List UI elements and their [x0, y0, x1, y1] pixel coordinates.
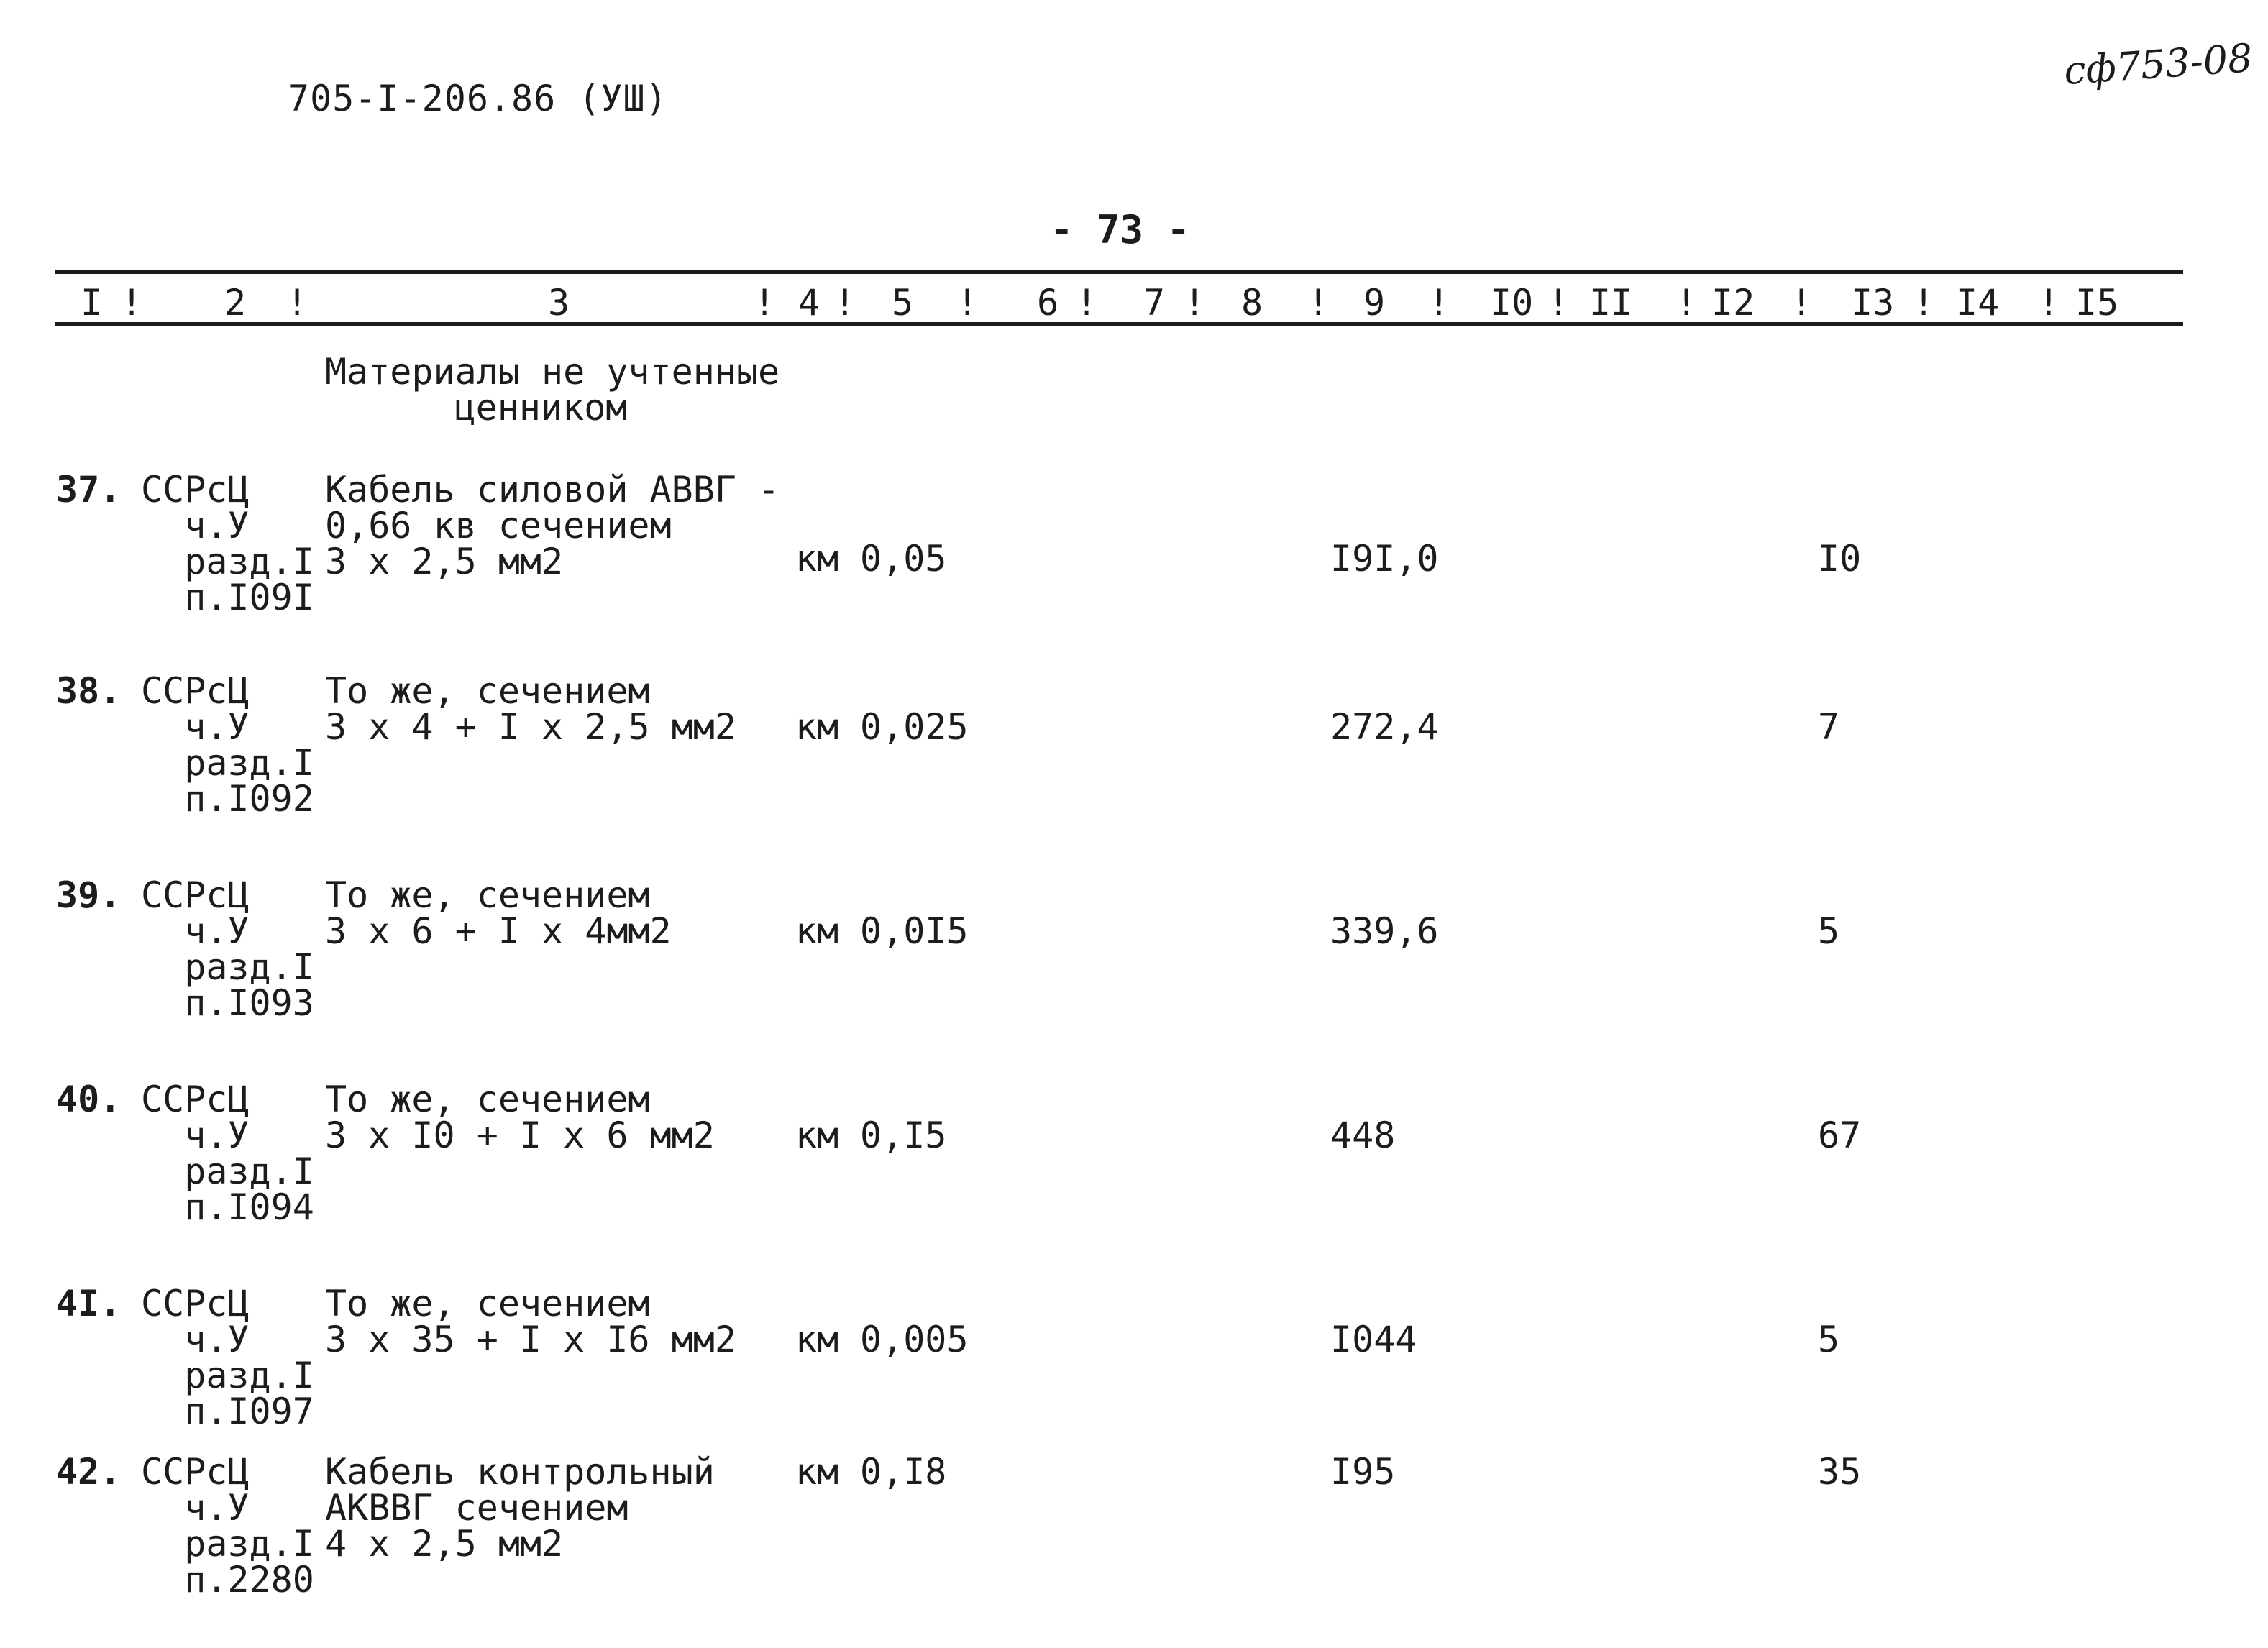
section-heading-line: ценником [454, 387, 628, 429]
ref-line: п.I094 [184, 1186, 314, 1228]
col-header-9: 9 [1363, 282, 1386, 324]
ref-line: п.2280 [184, 1559, 314, 1601]
header-top-rule [55, 270, 2183, 274]
row-reference [141, 1451, 314, 1601]
ref-line: ч.У [184, 1319, 250, 1360]
row-quantity: 0,I5 [860, 1114, 947, 1156]
desc-line: 3 х 35 + I х I6 мм2 [325, 1319, 736, 1360]
ref-line: ч.У [184, 910, 250, 952]
col-header-7: 7 [1143, 282, 1166, 324]
desc-line: То же, сечением [325, 874, 650, 916]
ref-line: ССРсЦ [141, 670, 250, 712]
row-description [325, 1451, 715, 1565]
desc-line: Кабель силовой АВВГ - [325, 469, 780, 511]
row-quantity: 0,05 [860, 538, 947, 580]
row-number: 4I. [56, 1283, 122, 1324]
col-separator: ! [1913, 282, 1935, 324]
col-header-13: I3 [1851, 282, 1895, 324]
col-header-11: II [1589, 282, 1633, 324]
row-price: 272,4 [1330, 706, 1439, 748]
col-separator: ! [834, 282, 856, 324]
col-separator: ! [1675, 282, 1698, 324]
ref-line: разд.I [184, 1355, 314, 1396]
ref-line: ч.У [184, 706, 250, 748]
col-header-8: 8 [1241, 282, 1263, 324]
row-description [325, 670, 736, 748]
page-number: - 73 - [1050, 207, 1191, 252]
ref-line: ССРсЦ [141, 1079, 250, 1120]
row-unit: км [795, 1114, 839, 1156]
row-unit: км [795, 910, 839, 952]
col-header-5: 5 [892, 282, 914, 324]
row-quantity: 0,025 [860, 706, 969, 748]
row-quantity: 0,0I5 [860, 910, 969, 952]
desc-line: То же, сечением [325, 1283, 650, 1324]
row-unit: км [795, 1451, 839, 1493]
row-unit: км [795, 706, 839, 748]
row-number: 37. [56, 469, 122, 511]
ref-line: разд.I [184, 946, 314, 988]
col-header-1: I [81, 282, 103, 324]
ref-line: разд.I [184, 742, 314, 784]
row-price: 448 [1330, 1114, 1396, 1156]
row-number: 42. [56, 1451, 122, 1493]
row-quantity: 0,I8 [860, 1451, 947, 1493]
desc-line: 4 х 2,5 мм2 [325, 1523, 564, 1565]
row-unit: км [795, 1319, 839, 1360]
desc-line: Кабель контрольный [325, 1451, 715, 1493]
col-header-6: 6 [1037, 282, 1059, 324]
col-header-2: 2 [224, 282, 247, 324]
ref-line: ССРсЦ [141, 1451, 250, 1493]
row-description [325, 874, 672, 952]
handwritten-stamp: сф753-08 [2062, 35, 2254, 94]
col-separator: ! [1547, 282, 1570, 324]
desc-line: 0,66 кв сечением [325, 505, 672, 546]
ref-line: п.I093 [184, 982, 314, 1024]
desc-line: АКВВГ сечением [325, 1487, 628, 1529]
section-heading-line: Материалы не учтенные [325, 351, 780, 393]
col-header-14: I4 [1956, 282, 2000, 324]
ref-line: ССРсЦ [141, 1283, 250, 1324]
row-description [325, 1283, 736, 1360]
row-total: 5 [1818, 1319, 1840, 1360]
row-total: 35 [1818, 1451, 1862, 1493]
col-separator: ! [286, 282, 308, 324]
row-reference [141, 1079, 314, 1228]
desc-line: 3 х 4 + I х 2,5 мм2 [325, 706, 736, 748]
row-description [325, 1079, 715, 1156]
row-reference [141, 670, 314, 820]
row-number: 38. [56, 670, 122, 712]
row-number: 39. [56, 874, 122, 916]
ref-line: ССРсЦ [141, 469, 250, 511]
ref-line: ч.У [184, 1487, 250, 1529]
col-separator: ! [956, 282, 979, 324]
col-separator: ! [1076, 282, 1098, 324]
row-quantity: 0,005 [860, 1319, 969, 1360]
ref-line: разд.I [184, 541, 314, 582]
col-header-10: I0 [1490, 282, 1534, 324]
col-header-12: I2 [1711, 282, 1755, 324]
desc-line: 3 х 6 + I х 4мм2 [325, 910, 672, 952]
col-header-4: 4 [798, 282, 820, 324]
ref-line: разд.I [184, 1523, 314, 1565]
desc-line: 3 х 2,5 мм2 [325, 541, 564, 582]
document-code: 705-I-206.86 (УШ) [288, 78, 668, 119]
row-price: I9I,0 [1330, 538, 1439, 580]
col-separator: ! [1307, 282, 1330, 324]
col-header-15: I5 [2075, 282, 2119, 324]
col-separator: ! [754, 282, 776, 324]
row-price: 339,6 [1330, 910, 1439, 952]
col-separator: ! [1184, 282, 1206, 324]
col-separator: ! [121, 282, 143, 324]
ref-line: ССРсЦ [141, 874, 250, 916]
row-unit: км [795, 538, 839, 580]
row-reference [141, 874, 314, 1024]
ref-line: ч.У [184, 505, 250, 546]
row-total: I0 [1818, 538, 1862, 580]
row-price: I044 [1330, 1319, 1417, 1360]
ref-line: ч.У [184, 1114, 250, 1156]
ref-line: разд.I [184, 1150, 314, 1192]
row-total: 67 [1818, 1114, 1862, 1156]
ref-line: п.I09I [184, 577, 314, 618]
desc-line: То же, сечением [325, 1079, 650, 1120]
row-number: 40. [56, 1079, 122, 1120]
col-separator: ! [2038, 282, 2060, 324]
ref-line: п.I097 [184, 1391, 314, 1432]
col-separator: ! [1791, 282, 1813, 324]
col-header-3: 3 [548, 282, 570, 324]
row-total: 5 [1818, 910, 1840, 952]
row-reference [141, 1283, 314, 1432]
row-total: 7 [1818, 706, 1840, 748]
row-reference [141, 469, 314, 618]
section-heading [325, 351, 780, 429]
col-separator: ! [1428, 282, 1450, 324]
row-price: I95 [1330, 1451, 1396, 1493]
row-description [325, 469, 780, 582]
ref-line: п.I092 [184, 778, 314, 820]
desc-line: 3 х I0 + I х 6 мм2 [325, 1114, 715, 1156]
desc-line: То же, сечением [325, 670, 650, 712]
